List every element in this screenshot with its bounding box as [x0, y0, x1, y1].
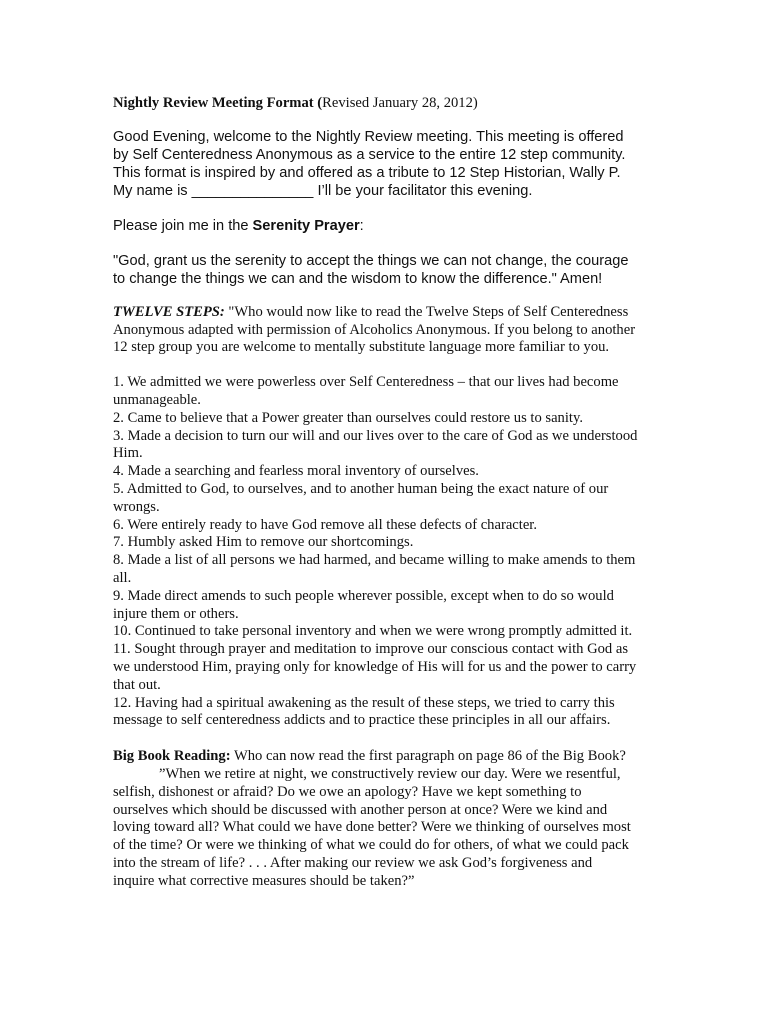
big-book-prompt: Who can now read the first paragraph on page 86 of the Big Book? — [230, 748, 626, 765]
step-item: 7. Humbly asked Him to remove our shortcomings. — [113, 534, 414, 551]
serenity-prayer-label: Serenity Prayer — [252, 217, 360, 234]
twelve-steps-label: TWELVE STEPS: — [113, 303, 225, 320]
twelve-steps-intro — [113, 304, 658, 357]
step-item: 4. Made a searching and fearless moral inventory of ourselves. — [113, 463, 479, 480]
big-book-label: Big Book Reading: — [113, 748, 231, 765]
quote-line: of the time? Or were we thinking of what we could do for others, of what we could pack — [113, 837, 629, 854]
quote-line: into the stream of life? . . . After making our review we ask God’s forgiveness and — [113, 854, 593, 871]
big-book-reading — [113, 748, 658, 890]
steps-intro-line: "Who would now like to read the Twelve Steps of Self Centeredness — [224, 303, 629, 320]
twelve-steps-list — [113, 374, 658, 730]
step-item: 8. Made a list of all persons we had harmed, and became willing to make amends to them all. — [113, 552, 636, 586]
title-revision: Revised January 28, 2012) — [322, 95, 478, 111]
welcome-line: This format is inspired by and offered as a tribute to 12 Step Historian, Wally P. — [113, 164, 621, 181]
invite-colon: : — [359, 217, 364, 234]
step-item: 1. We admitted we were powerless over Self Centeredness – that our lives had become unmanageable. — [113, 374, 619, 408]
prayer-invitation — [113, 217, 658, 235]
welcome-line: Good Evening, welcome to the Nightly Review meeting. This meeting is offered — [113, 128, 624, 145]
welcome-line: by Self Centeredness Anonymous as a service to the entire 12 step community. — [113, 146, 626, 163]
steps-intro-line: 12 step group you are welcome to mentally substitute language more familiar to you. — [113, 339, 610, 356]
step-item: 9. Made direct amends to such people wherever possible, except when to do so would injure them or others. — [113, 587, 614, 622]
quote-line: ”When we retire at night, we constructively review our day. Were we resentful, — [159, 765, 621, 782]
welcome-paragraph — [113, 128, 658, 200]
step-item: 2. Came to believe that a Power greater than ourselves could restore us to sanity. — [113, 409, 583, 426]
welcome-line: My name is _______________ I’ll be your facilitator this evening. — [113, 182, 533, 199]
step-item: 6. Were entirely ready to have God remove all these defects of character. — [113, 516, 538, 533]
step-item: 10. Continued to take personal inventory and when we were wrong promptly admitted it. — [113, 623, 633, 640]
steps-intro-line: Anonymous adapted with permission of Alcoholics Anonymous. If you belong to another — [113, 321, 636, 338]
quote-line: loving toward all? What could we have done better? Were we thinking of ourselves most — [113, 819, 631, 836]
quote-line: ourselves which should be discussed with another person at once? Were we kind and — [113, 801, 608, 818]
invite-text: Please join me in the — [113, 217, 253, 234]
title-bold: Nightly Review Meeting Format ( — [113, 95, 323, 111]
step-item: 5. Admitted to God, to ourselves, and to another human being the exact nature of our wrongs. — [113, 480, 609, 515]
document-title — [113, 95, 658, 113]
step-item: 11. Sought through prayer and meditation to improve our conscious contact with God as we understood Him, praying only for knowledge of His will for us and the power to carry that out. — [113, 641, 637, 693]
step-item: 12. Having had a spiritual awakening as the result of these steps, we tried to carry this message to self centeredness addicts and to practice these principles in all our affairs. — [113, 694, 615, 729]
document-page — [113, 86, 658, 891]
step-item: 3. Made a decision to turn our will and our lives over to the care of God as we understood Him. — [113, 427, 638, 462]
prayer-line: to change the things we can and the wisdom to know the difference." Amen! — [113, 270, 603, 287]
quote-line: selfish, dishonest or afraid? Do we owe an apology? Have we kept something to — [113, 783, 582, 800]
prayer-line: "God, grant us the serenity to accept the things we can not change, the courage — [113, 252, 629, 269]
quote-line: inquire what corrective measures should be taken?” — [113, 872, 415, 889]
serenity-prayer — [113, 252, 658, 288]
